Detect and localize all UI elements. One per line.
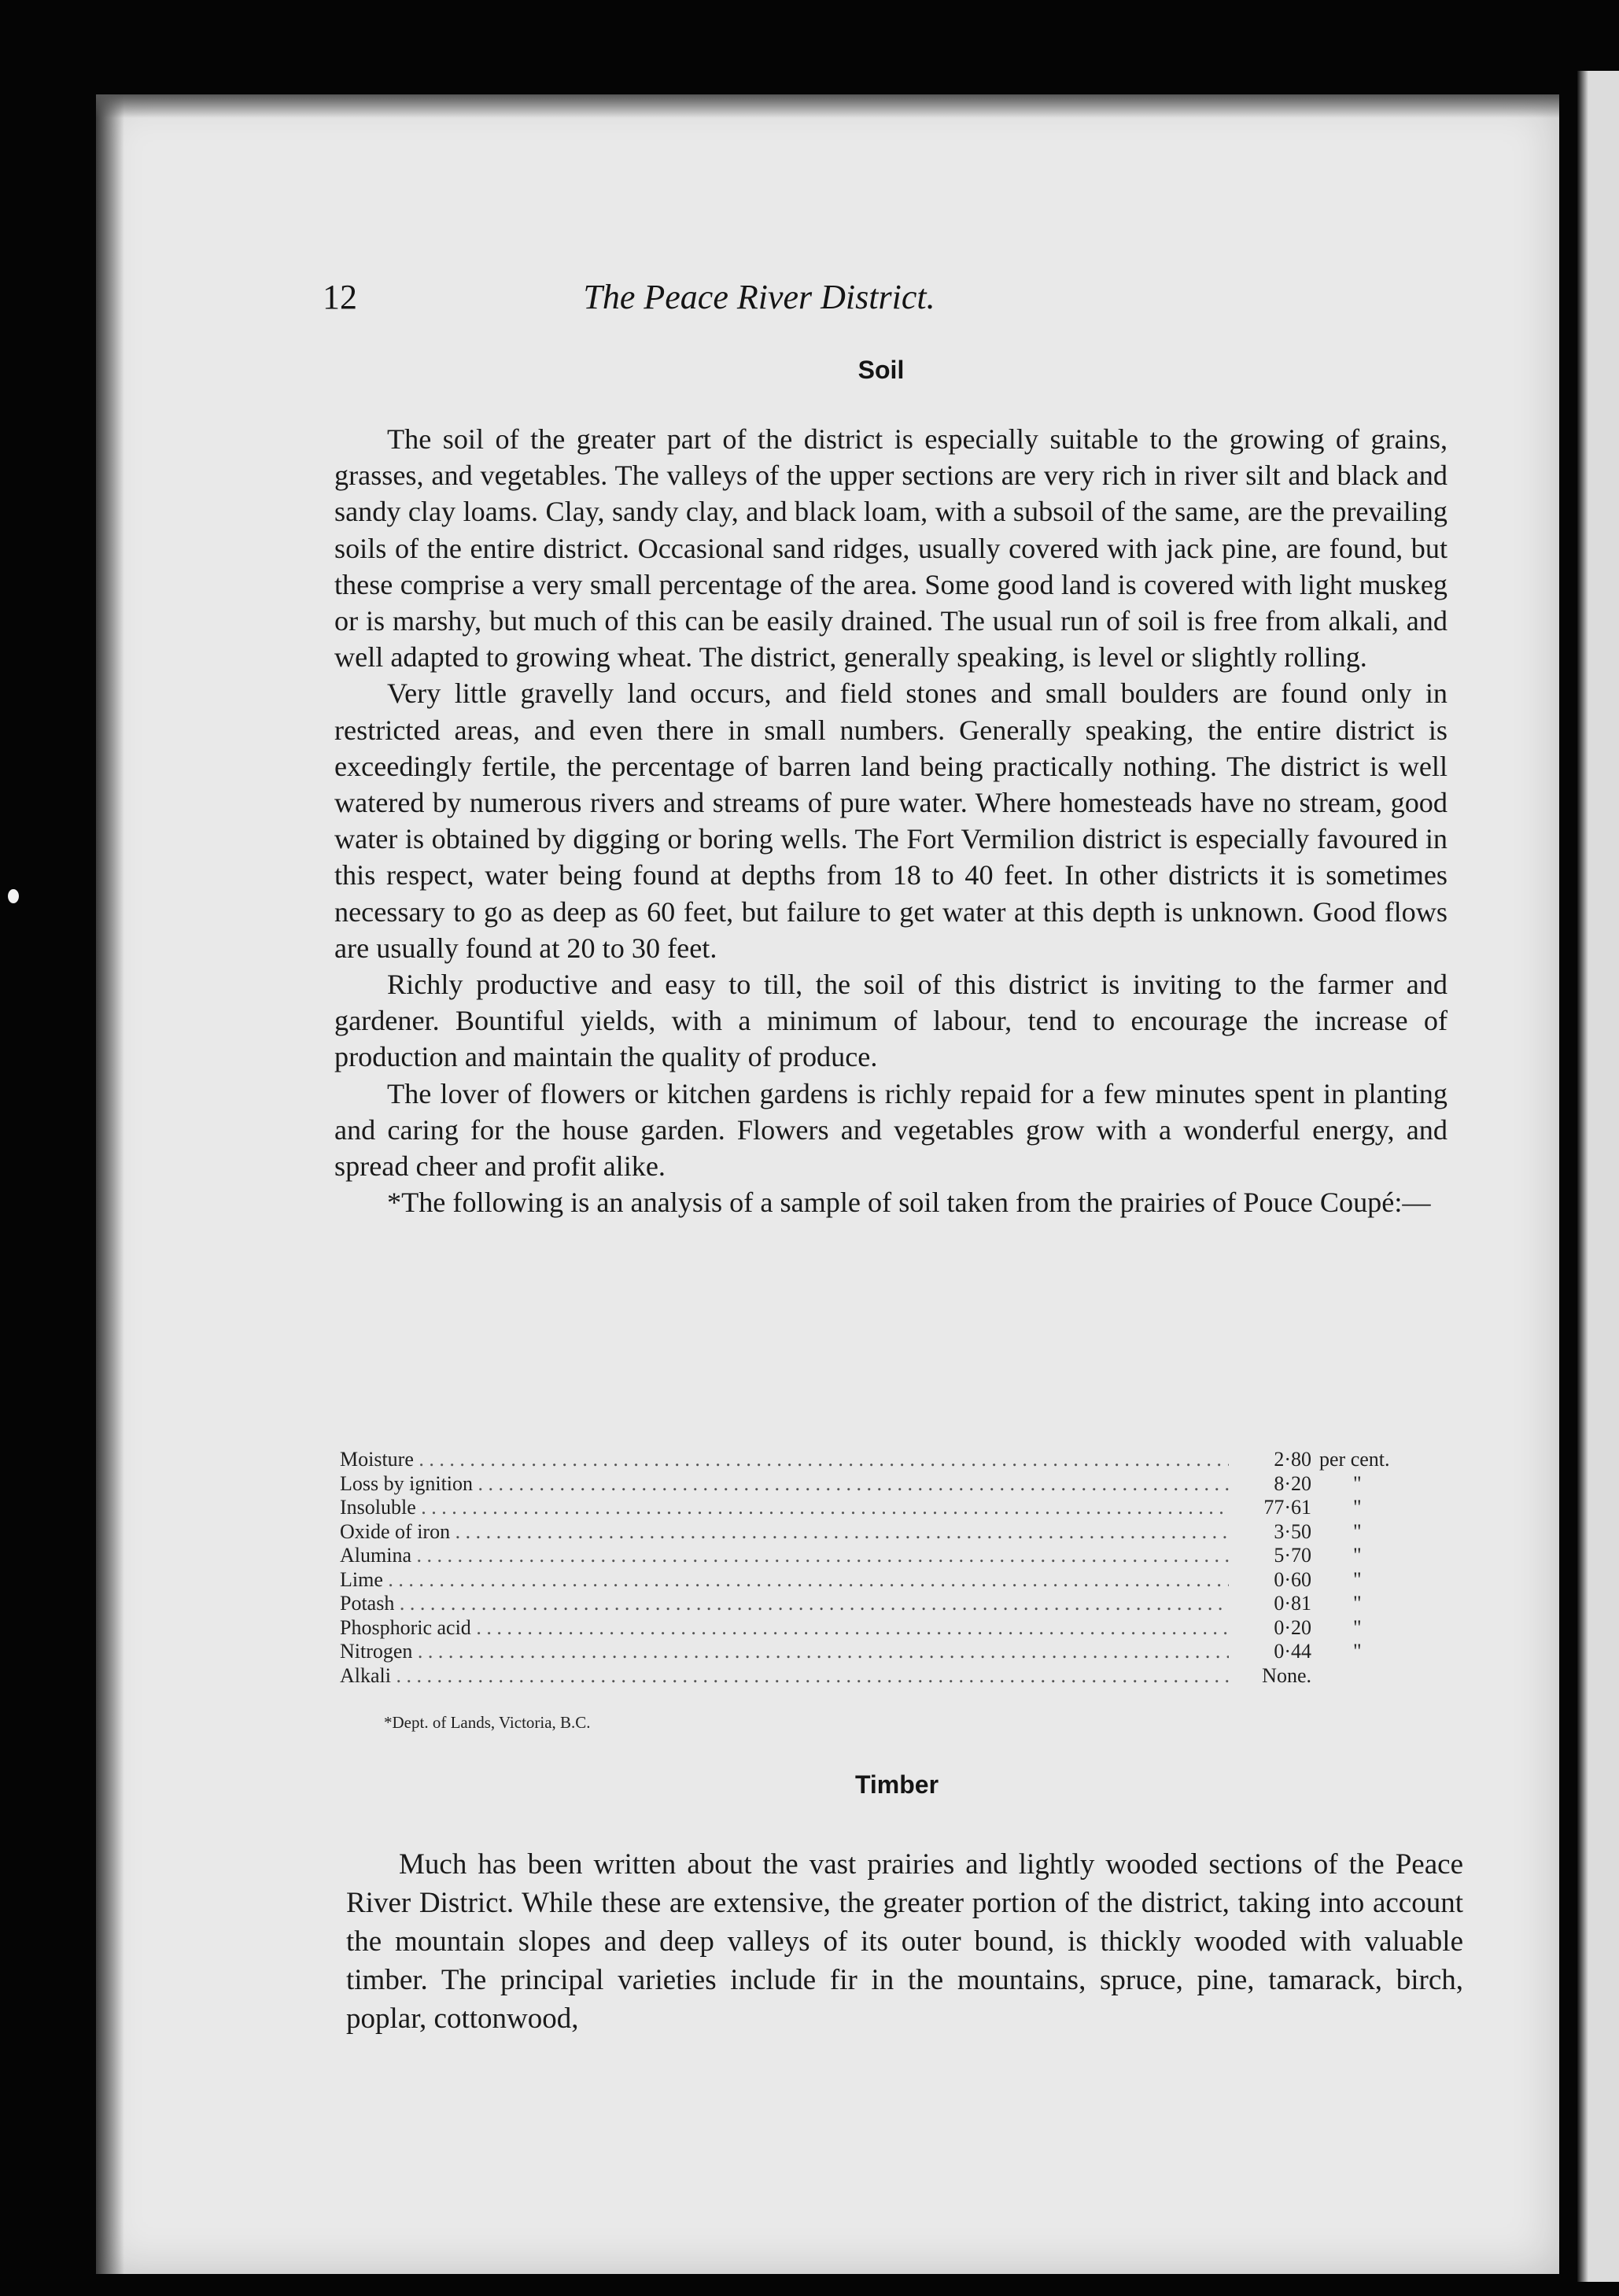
- paragraph: The lover of flowers or kitchen gardens is richly repaid for a few minutes spent in planting and caring for the house garden. Flowers and vegetables grow with a wonderful energy, and spread cheer and profit alike.: [334, 1077, 1448, 1183]
- page-header: [323, 277, 1471, 324]
- component-value: 5·70: [1237, 1544, 1311, 1567]
- component-unit: ": [1353, 1471, 1362, 1495]
- table-row: [340, 1496, 1441, 1520]
- component-value: 0·44: [1237, 1640, 1311, 1663]
- component-unit: ": [1353, 1496, 1362, 1519]
- table-footnote: *Dept. of Lands, Victoria, B.C.: [384, 1713, 591, 1732]
- component-value: 0·20: [1237, 1616, 1311, 1640]
- paragraph: The soil of the greater part of the district is especially suitable to the growing of grains, grasses, and vegetables. The valleys of the upper sections are very rich in river silt and black and sandy clay loams. Clay, sandy clay, and black loam, with a subsoil of the same, are the prevailing soils of the entire district. Occasional sand ridges, usually covered with jack pine, are found, but these comprise a very small percentage of the area. Some good land is covered with light muskeg or is marshy, but much of this can be easily drained. The usual run of soil is free from alkali, and well adapted to growing wheat. The district, generally speaking, is level or slightly rolling.: [334, 423, 1448, 674]
- soil-section-text: [334, 421, 1448, 1220]
- component-name: Insoluble . . .: [340, 1496, 1229, 1519]
- component-name: Nitrogen . . .: [340, 1640, 1229, 1663]
- paragraph: Richly productive and easy to till, the soil of this district is inviting to the farmer and gardener. Bountiful yields, with a minimum of labour, tend to encourage the increase of production and maintain the quality of produce.: [334, 969, 1448, 1073]
- table-row: [340, 1472, 1441, 1497]
- table-row: [340, 1640, 1441, 1664]
- top-edge-shadow: [96, 94, 1559, 118]
- scan-speck: [8, 889, 19, 903]
- component-unit: ": [1353, 1592, 1362, 1615]
- table-row: [340, 1568, 1441, 1593]
- paragraph: *The following is an analysis of a sample of soil taken from the prairies of Pouce Coupé:—: [387, 1187, 1431, 1219]
- component-unit: ": [1353, 1519, 1362, 1543]
- component-unit: ": [1353, 1615, 1362, 1639]
- table-row: [340, 1664, 1441, 1689]
- component-name: Alkali . . .: [340, 1664, 1229, 1688]
- table-row: [340, 1520, 1441, 1545]
- component-value: 3·50: [1237, 1520, 1311, 1544]
- component-unit: ": [1353, 1544, 1362, 1567]
- soil-analysis-table: [340, 1448, 1441, 1688]
- component-unit: per cent.: [1319, 1448, 1390, 1471]
- binding-shadow: [96, 94, 124, 2274]
- adjacent-page-shadow: [1577, 71, 1588, 2282]
- paragraph: Very little gravelly land occurs, and field stones and small boulders are found only in restricted areas, and even there in small numbers. Generally speaking, the entire district is exceedingly fertile, the percentage of barren land being practically nothing. The district is well watered by numerous rivers and streams of pure water. Where homesteads have no stream, good water is obtained by digging or boring wells. The Fort Vermilion district is especially favoured in this respect, water being found at depths from 18 to 40 feet. In other districts it is sometimes necessary to go as deep as 60 feet, but failure to get water at this depth is unknown. Good flows are usually found at 20 to 30 feet.: [334, 677, 1448, 964]
- table-row: [340, 1544, 1441, 1568]
- section-heading-timber: Timber: [854, 1770, 939, 1799]
- component-unit: ": [1353, 1567, 1362, 1591]
- component-name: Alumina . . .: [340, 1544, 1229, 1567]
- component-unit: ": [1353, 1640, 1362, 1663]
- component-value: 2·80: [1237, 1448, 1311, 1471]
- table-row: [340, 1616, 1441, 1641]
- component-value: 8·20: [1237, 1472, 1311, 1496]
- adjacent-page-edge: [1577, 71, 1619, 2282]
- component-value: 0·60: [1237, 1568, 1311, 1592]
- component-name: Lime . . .: [340, 1568, 1229, 1592]
- component-name: Moisture . . .: [340, 1448, 1229, 1471]
- running-title: The Peace River District.: [583, 278, 935, 316]
- component-value: 0·81: [1237, 1592, 1311, 1615]
- paragraph: Much has been written about the vast prairies and lightly wooded sections of the Peace River District. While these are extensive, the greater portion of the district, taking into account the mountain slopes and deep valleys of its outer bound, is thickly wooded with valuable timber. The principal varieties include fir in the mountains, spruce, pine, tamarack, birch, poplar, cottonwood,: [346, 1848, 1463, 2035]
- component-value: 77·61: [1237, 1496, 1311, 1519]
- component-name: Phosphoric acid . . .: [340, 1616, 1229, 1640]
- component-name: Potash . . .: [340, 1592, 1229, 1615]
- section-heading-soil: Soil: [857, 356, 905, 384]
- component-name: Oxide of iron . . .: [340, 1520, 1229, 1544]
- component-name: Loss by ignition . . .: [340, 1472, 1229, 1496]
- table-row: [340, 1448, 1441, 1472]
- timber-section-text: [346, 1845, 1463, 2038]
- page-number: 12: [323, 278, 357, 316]
- table-row: [340, 1592, 1441, 1616]
- component-value: None.: [1237, 1664, 1311, 1688]
